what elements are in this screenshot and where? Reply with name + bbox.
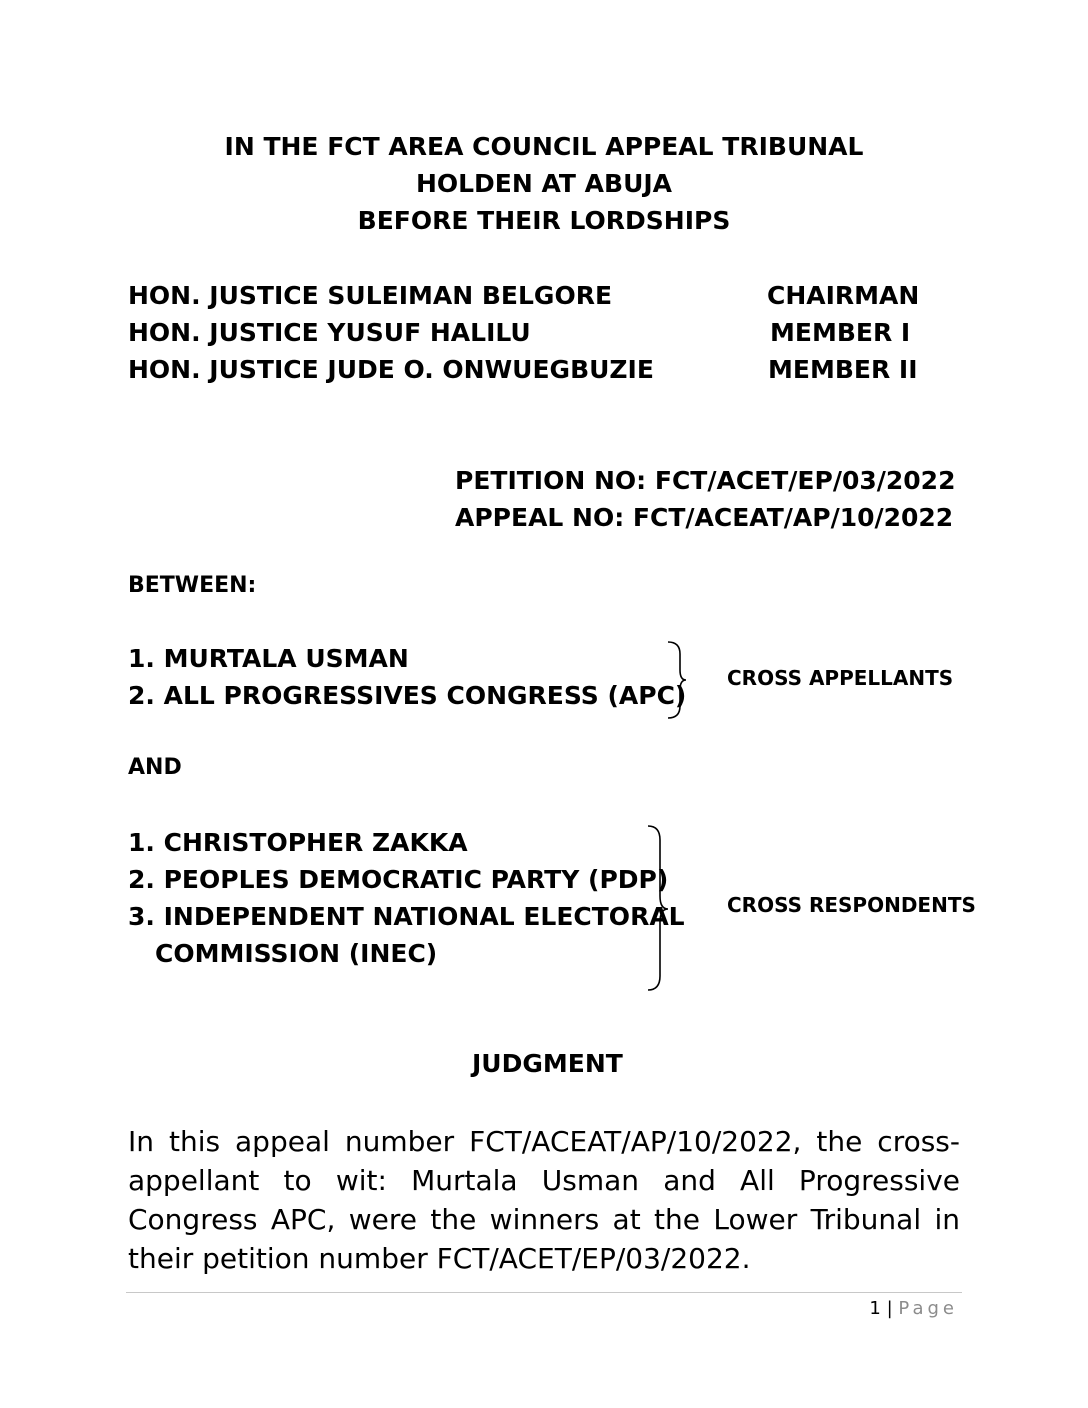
bench-role-2: MEMBER I <box>770 318 911 347</box>
bench-name-2: HON. JUSTICE YUSUF HALILU <box>128 318 531 347</box>
appellants-brace <box>666 640 686 720</box>
before-lordships: BEFORE THEIR LORDSHIPS <box>357 206 731 235</box>
page-label: Page <box>898 1298 958 1319</box>
appellant-2: 2. ALL PROGRESSIVES CONGRESS (APC) <box>128 681 687 710</box>
respondent-2: 2. PEOPLES DEMOCRATIC PARTY (PDP) <box>128 865 669 894</box>
respondent-1: 1. CHRISTOPHER ZAKKA <box>128 828 468 857</box>
tribunal-title: IN THE FCT AREA COUNCIL APPEAL TRIBUNAL <box>224 132 864 161</box>
appellant-1: 1. MURTALA USMAN <box>128 644 409 673</box>
respondents-brace <box>646 824 670 994</box>
cross-respondents-label: CROSS RESPONDENTS <box>727 893 976 917</box>
respondent-3-continued: COMMISSION (INEC) <box>155 939 438 968</box>
bench-name-1: HON. JUSTICE SULEIMAN BELGORE <box>128 281 613 310</box>
between-label: BETWEEN: <box>128 573 257 598</box>
footer-divider <box>126 1292 962 1293</box>
page-separator: | <box>886 1298 893 1319</box>
page-footer <box>869 1298 958 1319</box>
and-label: AND <box>128 755 182 780</box>
cross-appellants-label: CROSS APPELLANTS <box>727 666 954 690</box>
respondent-3: 3. INDEPENDENT NATIONAL ELECTORAL <box>128 902 685 931</box>
bench-role-1: CHAIRMAN <box>767 281 920 310</box>
judgment-heading: JUDGMENT <box>472 1049 623 1078</box>
bench-role-3: MEMBER II <box>768 355 918 384</box>
petition-number: PETITION NO: FCT/ACET/EP/03/2022 <box>455 466 956 495</box>
bench-name-3: HON. JUSTICE JUDE O. ONWUEGBUZIE <box>128 355 654 384</box>
appeal-number: APPEAL NO: FCT/ACEAT/AP/10/2022 <box>455 503 954 532</box>
page-number: 1 <box>869 1298 881 1319</box>
body-paragraph: In this appeal number FCT/ACEAT/AP/10/2022, the cross-appellant to wit: Murtala Usman and All Progressive Congress APC, were the winners at the Lower Tribunal in their petition number FCT/ACET/EP/03/2022. <box>128 1125 960 1275</box>
holden-at: HOLDEN AT ABUJA <box>415 169 673 198</box>
